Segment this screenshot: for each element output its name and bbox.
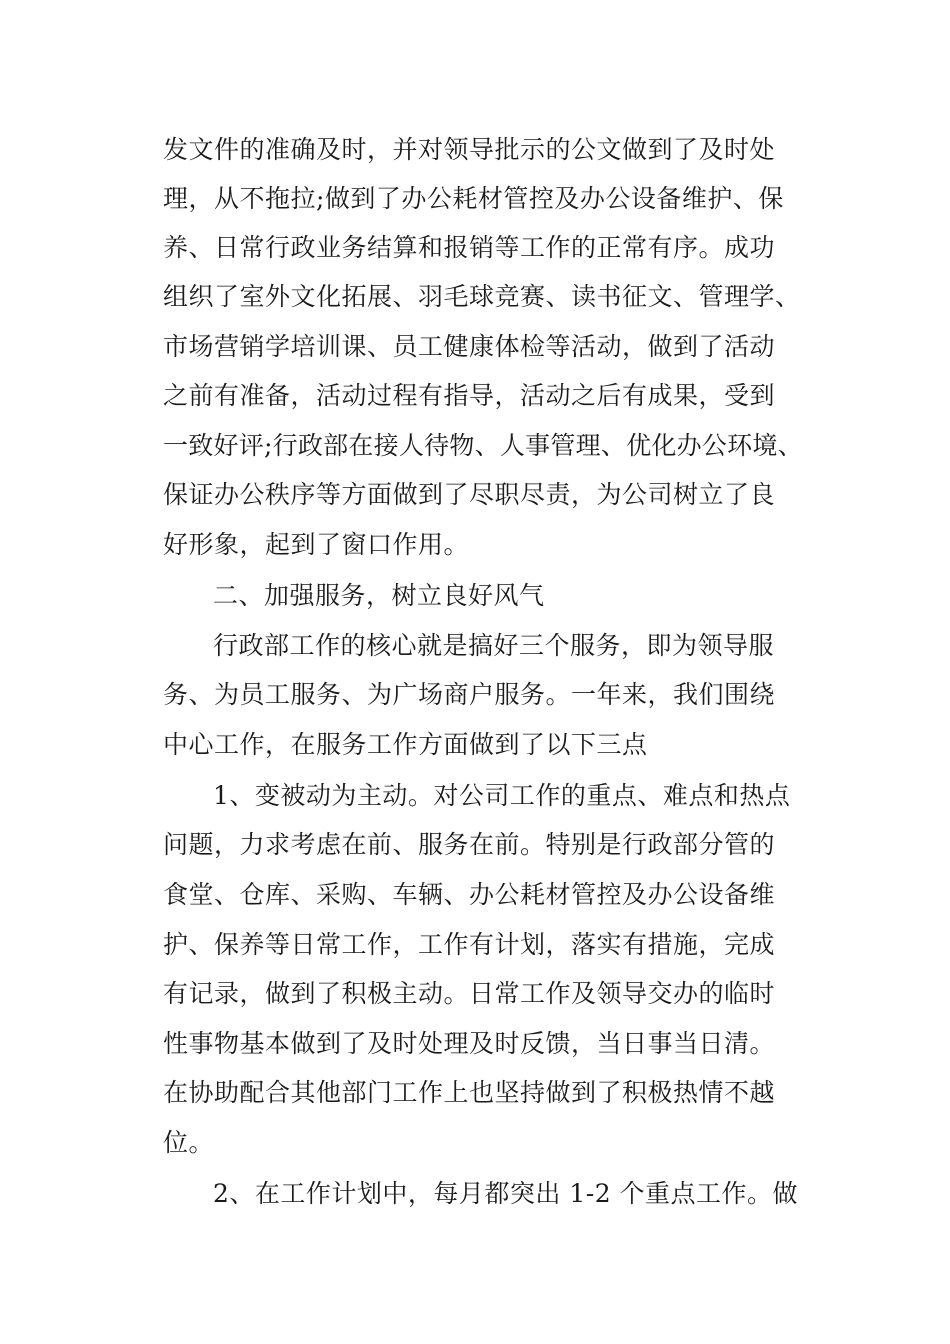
paragraph-line: 养、日常行政业务结算和报销等工作的正常有序。成功 [163,233,776,262]
paragraph-line: 问题，力求考虑在前、服务在前。特别是行政部分管的 [163,830,776,859]
paragraph-line: 一致好评;行政部在接人待物、人事管理、优化办公环境、 [163,431,803,460]
paragraph-line: 组织了室外文化拓展、羽毛球竞赛、读书征文、管理学、 [163,282,801,311]
paragraph-line: 务、为员工服务、为广场商户服务。一年来，我们围绕 [163,680,776,709]
section-heading: 二、加强服务，树立良好风气 [213,581,545,610]
paragraph-line: 1、变被动为主动。对公司工作的重点、难点和热点 [213,781,791,810]
paragraph-line: 有记录，做到了积极主动。日常工作及领导交办的临时 [163,979,776,1008]
paragraph-line: 食堂、仓库、采购、车辆、办公耗材管控及办公设备维 [163,880,776,909]
paragraph-line: 好形象，起到了窗口作用。 [163,530,470,559]
paragraph-line: 市场营销学培训课、员工健康体检等活动，做到了活动 [163,332,776,361]
paragraph-line: 发文件的准确及时，并对领导批示的公文做到了及时处 [163,135,776,164]
paragraph-line: 行政部工作的核心就是搞好三个服务，即为领导服 [213,631,775,660]
paragraph-line: 性事物基本做到了及时处理及时反馈，当日事当日清。 [163,1029,776,1058]
paragraph-line: 保证办公秩序等方面做到了尽职尽责，为公司树立了良 [163,480,776,509]
paragraph-line: 之前有准备，活动过程有指导，活动之后有成果，受到 [163,381,776,410]
paragraph-line: 2、在工作计划中，每月都突出 1-2 个重点工作。做 [213,1179,799,1208]
paragraph-line: 护、保养等日常工作，工作有计划，落实有措施，完成 [163,930,776,959]
paragraph-line: 中心工作，在服务工作方面做到了以下三点 [163,730,648,759]
paragraph-line: 理，从不拖拉;做到了办公耗材管控及办公设备维护、保 [163,184,784,213]
paragraph-line: 在协助配合其他部门工作上也坚持做到了积极热情不越 [163,1078,776,1107]
paragraph-line: 位。 [163,1128,215,1157]
